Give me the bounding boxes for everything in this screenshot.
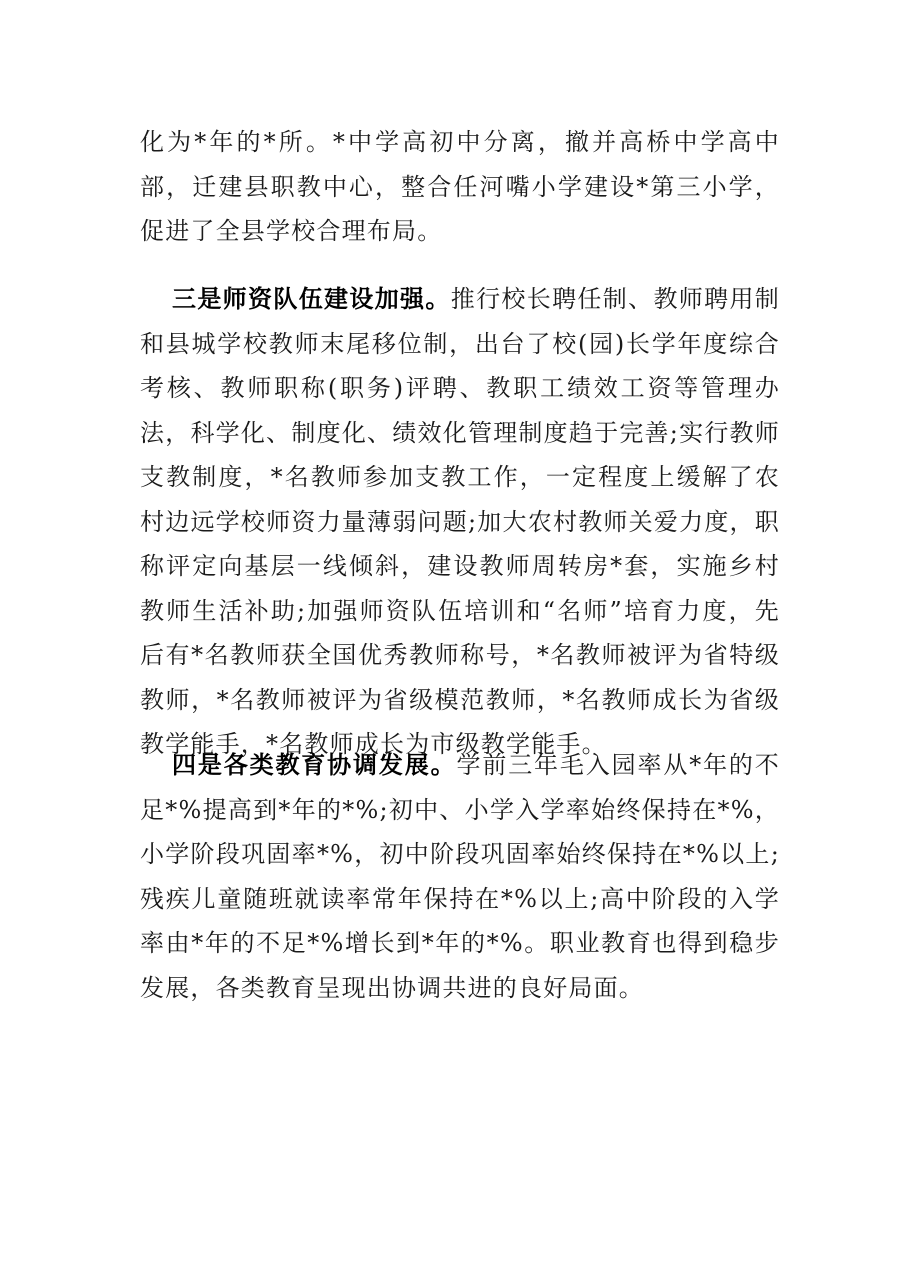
paragraph-body: 学前三年毛入园率从*年的不足*%提高到*年的*%;初中、小学入学率始终保持在*%，小学阶段巩固率*%，初中阶段巩固率始终保持在*%以上;残疾儿童随班就读率常年保持在*%以上;高中阶段的入学率由*年的不足*%增长到*年的*%。职业教育也得到稳步发展，各类教育呈现出协调共进的良好局面。	[140, 751, 780, 1002]
paragraph-teacher-team	[140, 277, 780, 767]
paragraph-heading: 四是各类教育协调发展。	[172, 750, 457, 779]
paragraph-body: 推行校长聘任制、教师聘用制和县城学校教师末尾移位制，出台了校(园)长学年度综合考核、教师职称(职务)评聘、教职工绩效工资等管理办法，科学化、制度化、绩效化管理制度趋于完善;实行教师支教制度，*名教师参加支教工作，一定程度上缓解了农村边远学校师资力量薄弱问题;加大农村教师关爱力度，职称评定向基层一线倾斜，建设教师周转房*套，实施乡村教师生活补助;加强师资队伍培训和“名师”培育力度，先后有*名教师获全国优秀教师称号，*名教师被评为省特级教师，*名教师被评为省级模范教师，*名教师成长为省级教学能手，*名教师成长为市级教学能手。	[140, 285, 780, 758]
paragraph-education-development	[140, 743, 780, 1010]
paragraph-heading: 三是师资队伍建设加强。	[172, 284, 451, 313]
paragraph-body: 化为*年的*所。*中学高初中分离，撤并高桥中学高中部，迁建县职教中心，整合任河嘴小学建设*第三小学，促进了全县学校合理布局。	[140, 128, 780, 245]
paragraph-layout-continuation	[140, 120, 780, 254]
